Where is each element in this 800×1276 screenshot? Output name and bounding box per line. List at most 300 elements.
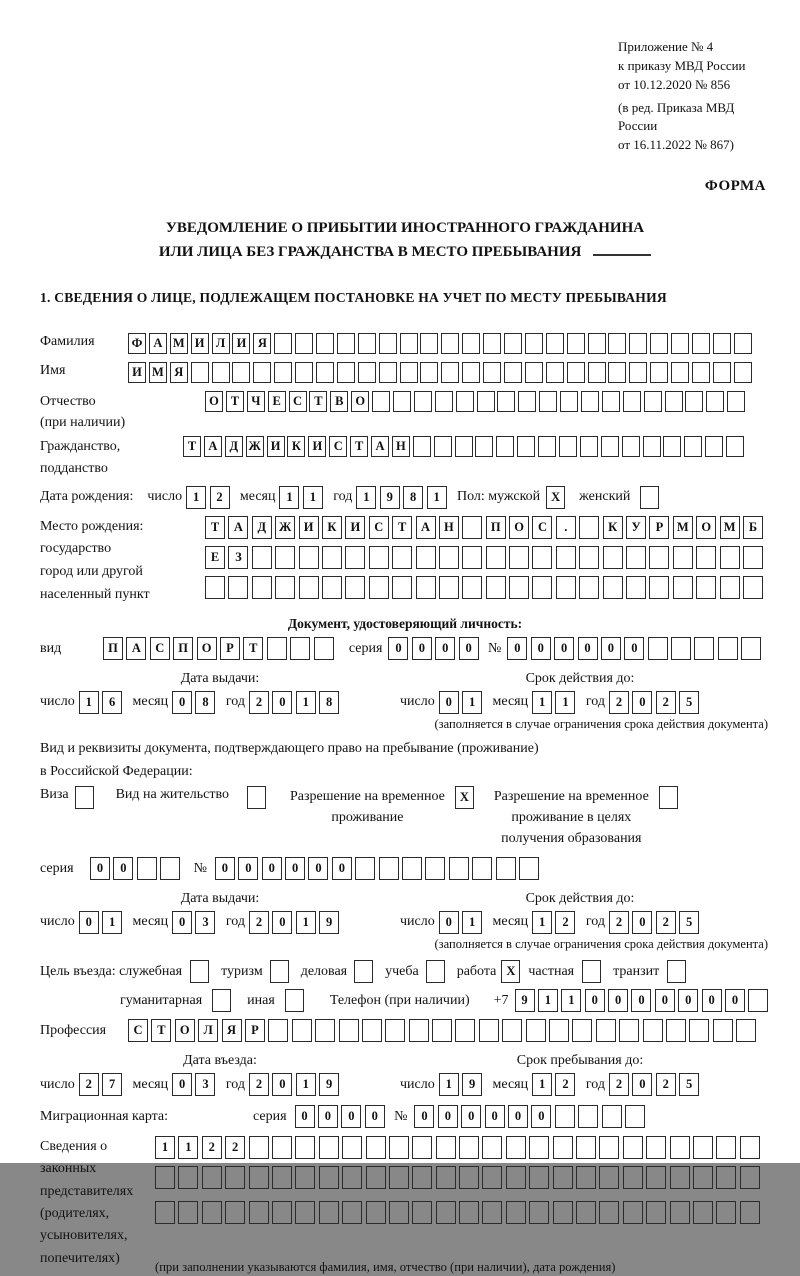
char-cell[interactable] — [155, 1166, 175, 1189]
char-cell[interactable]: И — [308, 436, 326, 457]
char-cell[interactable] — [588, 333, 606, 354]
char-cell[interactable] — [272, 1136, 292, 1159]
char-cell[interactable] — [706, 391, 724, 412]
char-cell[interactable] — [314, 637, 334, 660]
char-cell[interactable]: 0 — [578, 637, 598, 660]
char-cell[interactable]: 1 — [462, 911, 482, 934]
char-cell[interactable]: Т — [243, 637, 263, 660]
char-cell[interactable] — [483, 362, 501, 383]
char-cell[interactable] — [486, 576, 506, 599]
char-cell[interactable]: 0 — [215, 857, 235, 880]
char-cell[interactable] — [379, 362, 397, 383]
char-cell[interactable] — [716, 1166, 736, 1189]
char-cell[interactable] — [319, 1166, 339, 1189]
char-cell[interactable]: К — [603, 516, 623, 539]
char-cell[interactable] — [462, 362, 480, 383]
char-cell[interactable]: 0 — [632, 691, 652, 714]
char-cell[interactable]: О — [509, 516, 529, 539]
char-cell[interactable] — [650, 333, 668, 354]
char-cell[interactable] — [472, 857, 492, 880]
char-cell[interactable] — [581, 391, 599, 412]
char-cell[interactable]: 8 — [319, 691, 339, 714]
char-cell[interactable]: 0 — [608, 989, 628, 1012]
edu-residence-checkbox[interactable] — [659, 786, 678, 809]
char-cell[interactable]: И — [267, 436, 285, 457]
char-cell[interactable] — [608, 333, 626, 354]
char-cell[interactable]: 1 — [532, 691, 552, 714]
char-cell[interactable]: 6 — [102, 691, 122, 714]
char-cell[interactable]: 0 — [318, 1105, 338, 1128]
char-cell[interactable]: 3 — [195, 911, 215, 934]
char-cell[interactable]: Р — [245, 1019, 265, 1042]
char-cell[interactable] — [740, 1136, 760, 1159]
char-cell[interactable]: 0 — [295, 1105, 315, 1128]
char-cell[interactable] — [736, 1019, 756, 1042]
char-cell[interactable] — [315, 1019, 335, 1042]
char-cell[interactable] — [477, 391, 495, 412]
char-cell[interactable] — [538, 436, 556, 457]
char-cell[interactable]: 1 — [296, 691, 316, 714]
char-cell[interactable]: 1 — [462, 691, 482, 714]
char-cell[interactable] — [155, 1201, 175, 1224]
char-cell[interactable] — [670, 1201, 690, 1224]
char-cell[interactable]: Я — [222, 1019, 242, 1042]
char-cell[interactable] — [274, 333, 292, 354]
char-cell[interactable] — [253, 362, 271, 383]
char-cell[interactable] — [393, 391, 411, 412]
char-cell[interactable] — [439, 576, 459, 599]
sex-male-checkbox[interactable] — [546, 486, 565, 509]
char-cell[interactable] — [449, 857, 469, 880]
char-cell[interactable] — [400, 362, 418, 383]
char-cell[interactable] — [385, 1019, 405, 1042]
char-cell[interactable] — [671, 637, 691, 660]
char-cell[interactable] — [249, 1166, 269, 1189]
char-cell[interactable] — [582, 960, 601, 983]
char-cell[interactable]: 0 — [285, 857, 305, 880]
char-cell[interactable] — [743, 546, 763, 569]
char-cell[interactable] — [212, 362, 230, 383]
char-cell[interactable] — [665, 391, 683, 412]
char-cell[interactable]: И — [345, 516, 365, 539]
char-cell[interactable] — [643, 436, 661, 457]
char-cell[interactable]: К — [322, 516, 342, 539]
char-cell[interactable] — [337, 362, 355, 383]
char-cell[interactable] — [462, 576, 482, 599]
char-cell[interactable] — [504, 333, 522, 354]
char-cell[interactable] — [482, 1201, 502, 1224]
char-cell[interactable]: 2 — [609, 911, 629, 934]
char-cell[interactable] — [342, 1136, 362, 1159]
char-cell[interactable] — [225, 1166, 245, 1189]
char-cell[interactable] — [720, 546, 740, 569]
char-cell[interactable]: 0 — [678, 989, 698, 1012]
char-cell[interactable] — [622, 436, 640, 457]
char-cell[interactable]: 2 — [210, 486, 230, 509]
char-cell[interactable]: 0 — [508, 1105, 528, 1128]
char-cell[interactable]: 0 — [113, 857, 133, 880]
char-cell[interactable] — [727, 391, 745, 412]
char-cell[interactable] — [372, 391, 390, 412]
purpose-humanitarian-checkbox[interactable] — [212, 989, 231, 1012]
char-cell[interactable] — [693, 1201, 713, 1224]
char-cell[interactable]: У — [626, 516, 646, 539]
char-cell[interactable] — [743, 576, 763, 599]
char-cell[interactable]: 0 — [439, 911, 459, 934]
char-cell[interactable]: 2 — [555, 911, 575, 934]
char-cell[interactable] — [205, 576, 225, 599]
char-cell[interactable] — [212, 989, 231, 1012]
char-cell[interactable] — [720, 576, 740, 599]
char-cell[interactable] — [496, 857, 516, 880]
char-cell[interactable] — [740, 1201, 760, 1224]
char-cell[interactable] — [247, 786, 266, 809]
char-cell[interactable] — [517, 436, 535, 457]
char-cell[interactable]: Т — [205, 516, 225, 539]
char-cell[interactable] — [553, 1136, 573, 1159]
char-cell[interactable]: 0 — [90, 857, 110, 880]
char-cell[interactable] — [342, 1166, 362, 1189]
char-cell[interactable] — [275, 546, 295, 569]
char-cell[interactable] — [400, 333, 418, 354]
char-cell[interactable]: 1 — [178, 1136, 198, 1159]
char-cell[interactable] — [202, 1201, 222, 1224]
char-cell[interactable] — [354, 960, 373, 983]
char-cell[interactable]: 1 — [532, 1073, 552, 1096]
char-cell[interactable] — [366, 1166, 386, 1189]
char-cell[interactable]: А — [371, 436, 389, 457]
char-cell[interactable] — [601, 436, 619, 457]
char-cell[interactable] — [414, 391, 432, 412]
char-cell[interactable]: 0 — [272, 1073, 292, 1096]
char-cell[interactable]: О — [351, 391, 369, 412]
char-cell[interactable] — [713, 1019, 733, 1042]
char-cell[interactable]: С — [369, 516, 389, 539]
char-cell[interactable] — [389, 1201, 409, 1224]
char-cell[interactable]: П — [173, 637, 193, 660]
char-cell[interactable] — [549, 1019, 569, 1042]
char-cell[interactable]: Н — [392, 436, 410, 457]
char-cell[interactable] — [319, 1136, 339, 1159]
char-cell[interactable]: 2 — [202, 1136, 222, 1159]
char-cell[interactable] — [506, 1201, 526, 1224]
char-cell[interactable]: Б — [743, 516, 763, 539]
char-cell[interactable]: 0 — [435, 637, 455, 660]
char-cell[interactable] — [646, 1166, 666, 1189]
char-cell[interactable]: 0 — [439, 691, 459, 714]
char-cell[interactable] — [693, 1136, 713, 1159]
char-cell[interactable]: 0 — [585, 989, 605, 1012]
char-cell[interactable]: 9 — [515, 989, 535, 1012]
char-cell[interactable]: И — [299, 516, 319, 539]
char-cell[interactable]: О — [197, 637, 217, 660]
char-cell[interactable]: А — [149, 333, 167, 354]
char-cell[interactable] — [441, 362, 459, 383]
char-cell[interactable]: Д — [252, 516, 272, 539]
char-cell[interactable] — [626, 546, 646, 569]
purpose-private-checkbox[interactable] — [582, 960, 601, 983]
char-cell[interactable] — [345, 576, 365, 599]
temp-residence-checkbox[interactable] — [455, 786, 474, 809]
char-cell[interactable]: 0 — [531, 1105, 551, 1128]
char-cell[interactable]: 1 — [296, 911, 316, 934]
char-cell[interactable] — [671, 362, 689, 383]
char-cell[interactable] — [626, 576, 646, 599]
char-cell[interactable] — [285, 989, 304, 1012]
char-cell[interactable] — [502, 1019, 522, 1042]
char-cell[interactable] — [441, 333, 459, 354]
char-cell[interactable]: 0 — [631, 989, 651, 1012]
char-cell[interactable] — [268, 1019, 288, 1042]
char-cell[interactable]: 2 — [249, 691, 269, 714]
char-cell[interactable] — [75, 786, 94, 809]
char-cell[interactable] — [455, 1019, 475, 1042]
char-cell[interactable] — [272, 1166, 292, 1189]
char-cell[interactable]: Т — [226, 391, 244, 412]
char-cell[interactable] — [416, 576, 436, 599]
char-cell[interactable] — [553, 1201, 573, 1224]
char-cell[interactable] — [267, 637, 287, 660]
char-cell[interactable]: А — [228, 516, 248, 539]
char-cell[interactable] — [629, 333, 647, 354]
char-cell[interactable]: 0 — [272, 911, 292, 934]
char-cell[interactable] — [358, 362, 376, 383]
char-cell[interactable] — [456, 391, 474, 412]
char-cell[interactable] — [462, 516, 482, 539]
char-cell[interactable]: 0 — [172, 911, 192, 934]
char-cell[interactable] — [439, 546, 459, 569]
char-cell[interactable] — [459, 1136, 479, 1159]
char-cell[interactable] — [292, 1019, 312, 1042]
char-cell[interactable] — [506, 1136, 526, 1159]
char-cell[interactable] — [425, 857, 445, 880]
char-cell[interactable]: 1 — [532, 911, 552, 934]
char-cell[interactable] — [290, 637, 310, 660]
char-cell[interactable] — [496, 436, 514, 457]
char-cell[interactable]: 2 — [656, 1073, 676, 1096]
char-cell[interactable] — [342, 1201, 362, 1224]
char-cell[interactable] — [252, 576, 272, 599]
char-cell[interactable] — [644, 391, 662, 412]
char-cell[interactable] — [602, 1105, 622, 1128]
char-cell[interactable] — [556, 546, 576, 569]
char-cell[interactable] — [689, 1019, 709, 1042]
char-cell[interactable]: А — [204, 436, 222, 457]
char-cell[interactable] — [603, 546, 623, 569]
char-cell[interactable]: Ж — [275, 516, 295, 539]
char-cell[interactable] — [392, 546, 412, 569]
char-cell[interactable]: 1 — [356, 486, 376, 509]
char-cell[interactable]: О — [205, 391, 223, 412]
residence-permit-checkbox[interactable] — [247, 786, 266, 809]
char-cell[interactable]: М — [149, 362, 167, 383]
char-cell[interactable] — [416, 546, 436, 569]
char-cell[interactable] — [482, 1166, 502, 1189]
char-cell[interactable] — [389, 1136, 409, 1159]
char-cell[interactable] — [462, 333, 480, 354]
char-cell[interactable]: Н — [439, 516, 459, 539]
char-cell[interactable] — [432, 1019, 452, 1042]
char-cell[interactable] — [576, 1166, 596, 1189]
char-cell[interactable]: 0 — [531, 637, 551, 660]
char-cell[interactable]: Я — [170, 362, 188, 383]
char-cell[interactable]: 1 — [155, 1136, 175, 1159]
char-cell[interactable] — [572, 1019, 592, 1042]
char-cell[interactable]: Я — [253, 333, 271, 354]
char-cell[interactable] — [671, 333, 689, 354]
char-cell[interactable] — [509, 546, 529, 569]
char-cell[interactable] — [322, 576, 342, 599]
char-cell[interactable] — [596, 1019, 616, 1042]
char-cell[interactable]: Л — [212, 333, 230, 354]
char-cell[interactable] — [272, 1201, 292, 1224]
char-cell[interactable] — [275, 576, 295, 599]
char-cell[interactable]: 0 — [485, 1105, 505, 1128]
char-cell[interactable] — [599, 1201, 619, 1224]
char-cell[interactable] — [529, 1136, 549, 1159]
char-cell[interactable] — [576, 1136, 596, 1159]
char-cell[interactable] — [623, 391, 641, 412]
char-cell[interactable]: 2 — [79, 1073, 99, 1096]
char-cell[interactable]: 1 — [186, 486, 206, 509]
char-cell[interactable] — [560, 391, 578, 412]
purpose-work-checkbox[interactable] — [501, 960, 520, 983]
char-cell[interactable]: М — [673, 516, 693, 539]
char-cell[interactable]: 0 — [172, 1073, 192, 1096]
char-cell[interactable]: Л — [198, 1019, 218, 1042]
char-cell[interactable]: О — [175, 1019, 195, 1042]
char-cell[interactable]: 1 — [555, 691, 575, 714]
char-cell[interactable] — [434, 436, 452, 457]
char-cell[interactable]: 5 — [679, 911, 699, 934]
char-cell[interactable] — [588, 362, 606, 383]
char-cell[interactable]: Т — [151, 1019, 171, 1042]
char-cell[interactable]: 0 — [624, 637, 644, 660]
char-cell[interactable] — [567, 333, 585, 354]
char-cell[interactable] — [608, 362, 626, 383]
char-cell[interactable] — [659, 786, 678, 809]
char-cell[interactable] — [643, 1019, 663, 1042]
char-cell[interactable] — [295, 362, 313, 383]
char-cell[interactable] — [228, 576, 248, 599]
char-cell[interactable] — [436, 1201, 456, 1224]
char-cell[interactable] — [673, 546, 693, 569]
char-cell[interactable] — [623, 1166, 643, 1189]
char-cell[interactable] — [402, 857, 422, 880]
char-cell[interactable]: И — [191, 333, 209, 354]
char-cell[interactable]: З — [228, 546, 248, 569]
char-cell[interactable] — [413, 436, 431, 457]
char-cell[interactable]: 2 — [656, 911, 676, 934]
char-cell[interactable]: 0 — [308, 857, 328, 880]
char-cell[interactable]: С — [150, 637, 170, 660]
char-cell[interactable]: 1 — [296, 1073, 316, 1096]
char-cell[interactable]: 2 — [249, 911, 269, 934]
char-cell[interactable] — [685, 391, 703, 412]
char-cell[interactable] — [670, 1166, 690, 1189]
char-cell[interactable] — [705, 436, 723, 457]
char-cell[interactable]: 8 — [403, 486, 423, 509]
char-cell[interactable] — [412, 1136, 432, 1159]
char-cell[interactable] — [673, 576, 693, 599]
char-cell[interactable] — [486, 546, 506, 569]
char-cell[interactable]: 9 — [380, 486, 400, 509]
char-cell[interactable] — [482, 1136, 502, 1159]
char-cell[interactable]: Т — [183, 436, 201, 457]
purpose-official-checkbox[interactable] — [190, 960, 209, 983]
char-cell[interactable] — [580, 436, 598, 457]
char-cell[interactable] — [567, 362, 585, 383]
char-cell[interactable]: Т — [350, 436, 368, 457]
char-cell[interactable] — [252, 546, 272, 569]
char-cell[interactable] — [553, 1166, 573, 1189]
char-cell[interactable]: 8 — [195, 691, 215, 714]
char-cell[interactable] — [455, 436, 473, 457]
char-cell[interactable]: Т — [392, 516, 412, 539]
char-cell[interactable] — [556, 576, 576, 599]
char-cell[interactable] — [555, 1105, 575, 1128]
char-cell[interactable] — [249, 1136, 269, 1159]
char-cell[interactable]: 0 — [725, 989, 745, 1012]
char-cell[interactable]: 9 — [462, 1073, 482, 1096]
char-cell[interactable] — [389, 1166, 409, 1189]
char-cell[interactable]: Т — [309, 391, 327, 412]
char-cell[interactable] — [576, 1201, 596, 1224]
char-cell[interactable] — [426, 960, 445, 983]
purpose-tourism-checkbox[interactable] — [270, 960, 289, 983]
char-cell[interactable] — [295, 1136, 315, 1159]
char-cell[interactable]: Ф — [128, 333, 146, 354]
char-cell[interactable]: О — [696, 516, 716, 539]
char-cell[interactable] — [270, 960, 289, 983]
char-cell[interactable]: 0 — [262, 857, 282, 880]
char-cell[interactable]: 2 — [249, 1073, 269, 1096]
char-cell[interactable] — [483, 333, 501, 354]
char-cell[interactable]: С — [532, 516, 552, 539]
char-cell[interactable] — [160, 857, 180, 880]
char-cell[interactable] — [734, 333, 752, 354]
char-cell[interactable]: X — [455, 786, 474, 809]
char-cell[interactable] — [649, 546, 669, 569]
char-cell[interactable] — [599, 1136, 619, 1159]
char-cell[interactable]: И — [128, 362, 146, 383]
char-cell[interactable]: 0 — [507, 637, 527, 660]
char-cell[interactable] — [191, 362, 209, 383]
char-cell[interactable]: И — [232, 333, 250, 354]
char-cell[interactable] — [532, 576, 552, 599]
char-cell[interactable]: 2 — [555, 1073, 575, 1096]
visa-checkbox[interactable] — [75, 786, 94, 809]
char-cell[interactable]: 2 — [656, 691, 676, 714]
char-cell[interactable]: 0 — [461, 1105, 481, 1128]
char-cell[interactable]: 1 — [427, 486, 447, 509]
char-cell[interactable]: П — [103, 637, 123, 660]
char-cell[interactable] — [579, 546, 599, 569]
char-cell[interactable] — [525, 333, 543, 354]
char-cell[interactable] — [519, 857, 539, 880]
char-cell[interactable] — [358, 333, 376, 354]
char-cell[interactable] — [529, 1201, 549, 1224]
char-cell[interactable] — [479, 1019, 499, 1042]
char-cell[interactable] — [249, 1201, 269, 1224]
char-cell[interactable] — [202, 1166, 222, 1189]
char-cell[interactable] — [599, 1166, 619, 1189]
char-cell[interactable]: 0 — [172, 691, 192, 714]
char-cell[interactable] — [299, 546, 319, 569]
char-cell[interactable] — [741, 637, 761, 660]
char-cell[interactable] — [274, 362, 292, 383]
char-cell[interactable] — [322, 546, 342, 569]
